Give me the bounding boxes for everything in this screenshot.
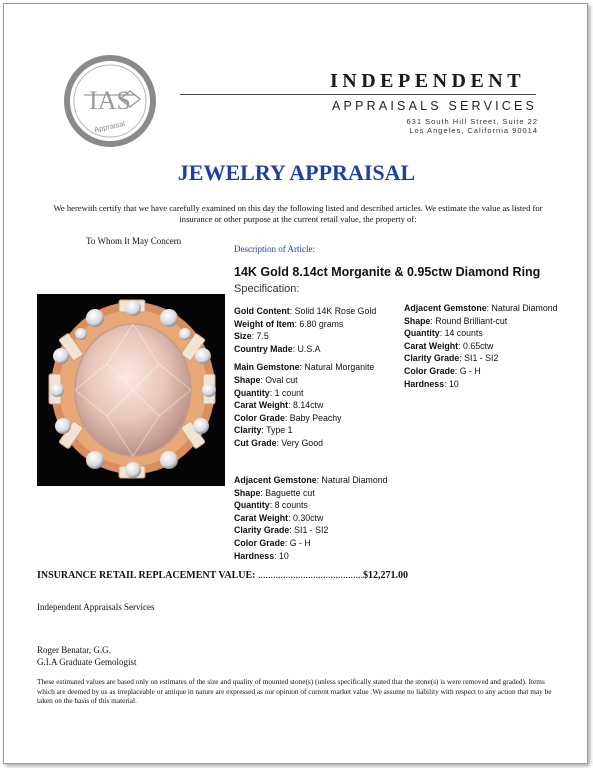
spec-row: Adjacent Gemstone: Natural Diamond: [404, 303, 558, 313]
spec-row: Color Grade: G - H: [404, 365, 481, 376]
signer-name: Roger Benatar, G.G.: [37, 645, 111, 655]
spec-row: Hardness: 10: [234, 550, 289, 561]
address-line-1: 631 South Hill Street, Suite 22: [406, 117, 538, 126]
header-rule: [180, 94, 536, 95]
company-name: INDEPENDENT: [330, 70, 526, 92]
spec-row: Hardness: 10: [404, 378, 459, 389]
ring-photo: [37, 294, 225, 486]
logo-subtext: Appraisal: [93, 118, 126, 135]
spec-row: Shape: Oval cut: [234, 374, 298, 385]
spec-row: Size: 7.5: [234, 331, 269, 342]
item-title: 14K Gold 8.14ct Morganite & 0.95ctw Diamond Ring: [234, 265, 541, 279]
spec-row: Country Made: U.S.A: [234, 343, 321, 354]
spec-row: Carat Weight: 0.65ctw: [404, 340, 494, 351]
spec-row: Carat Weight: 0.30ctw: [234, 512, 324, 523]
spec-row: Shape: Baguette cut: [234, 487, 315, 498]
spec-column-left: [234, 305, 376, 450]
spec-row: Gold Content: Solid 14K Rose Gold: [234, 306, 377, 316]
insurance-value-line: [37, 570, 408, 581]
company-subtitle: APPRAISALS SERVICES: [332, 99, 538, 113]
signer-title: G.I.A Graduate Gemologist: [37, 657, 137, 667]
spec-row: Adjacent Gemstone: Natural Diamond: [234, 475, 388, 485]
spec-row: Clarity Grade: SI1 - SI2: [234, 525, 329, 536]
spec-row: Clarity: Type 1: [234, 425, 293, 436]
spec-row: Shape: Round Brilliant-cut: [404, 315, 508, 326]
certification-text: We herewith certify that we have carefully examined on this day the following listed and described articles. We estimate the value as listed for insurance or other purpose at the current retail value, the property of:: [53, 203, 543, 224]
logo-text: IAS: [89, 86, 131, 115]
spec-row: Quantity: 14 counts: [404, 328, 483, 339]
spec-row: Quantity: 1 count: [234, 387, 304, 398]
spec-row: Main Gemstone: Natural Morganite: [234, 362, 375, 373]
description-label: Description of Article:: [234, 244, 315, 254]
spec-row: Weight of Item: 6.80 grams: [234, 318, 344, 329]
document-title: JEWELRY APPRAISAL: [177, 160, 416, 185]
spec-row: Carat Weight: 8.14ctw: [234, 400, 324, 411]
spec-row: Quantity: 8 counts: [234, 500, 308, 511]
spec-row: Cut Grade: Very Good: [234, 437, 323, 448]
spec-row: Clarity Grade: SI1 - SI2: [404, 353, 499, 364]
insurance-label: INSURANCE RETAIL REPLACEMENT VALUE:: [37, 570, 256, 581]
insurance-dots: ..........................................: [257, 570, 363, 581]
spec-column-right: [404, 302, 558, 390]
specification-label: Specification:: [234, 283, 300, 295]
spec-row: Color Grade: Baby Peachy: [234, 412, 342, 423]
insurance-value: $12,271.00: [362, 570, 408, 581]
disclaimer-text: These estimated values are based only on estimates of the size and quality of mounted stone(s) (unless specifically stated that the stone(s) is were removed and graded). Items which are deemed by us as irreplaceable or antique in nature are expressed as our opinion of current market value .We assume no liability with respect to any action that may be taken on the basis of this material.: [37, 677, 552, 706]
spec-row: Color Grade: G - H: [234, 537, 311, 548]
issuer-name: Independent Appraisals Services: [37, 602, 155, 612]
recipient: To Whom It May Concern: [86, 236, 182, 246]
spec-column-bottom: [234, 474, 388, 562]
address-line-2: Los Angeles, California 90014: [409, 126, 538, 135]
ias-logo: [64, 55, 156, 147]
